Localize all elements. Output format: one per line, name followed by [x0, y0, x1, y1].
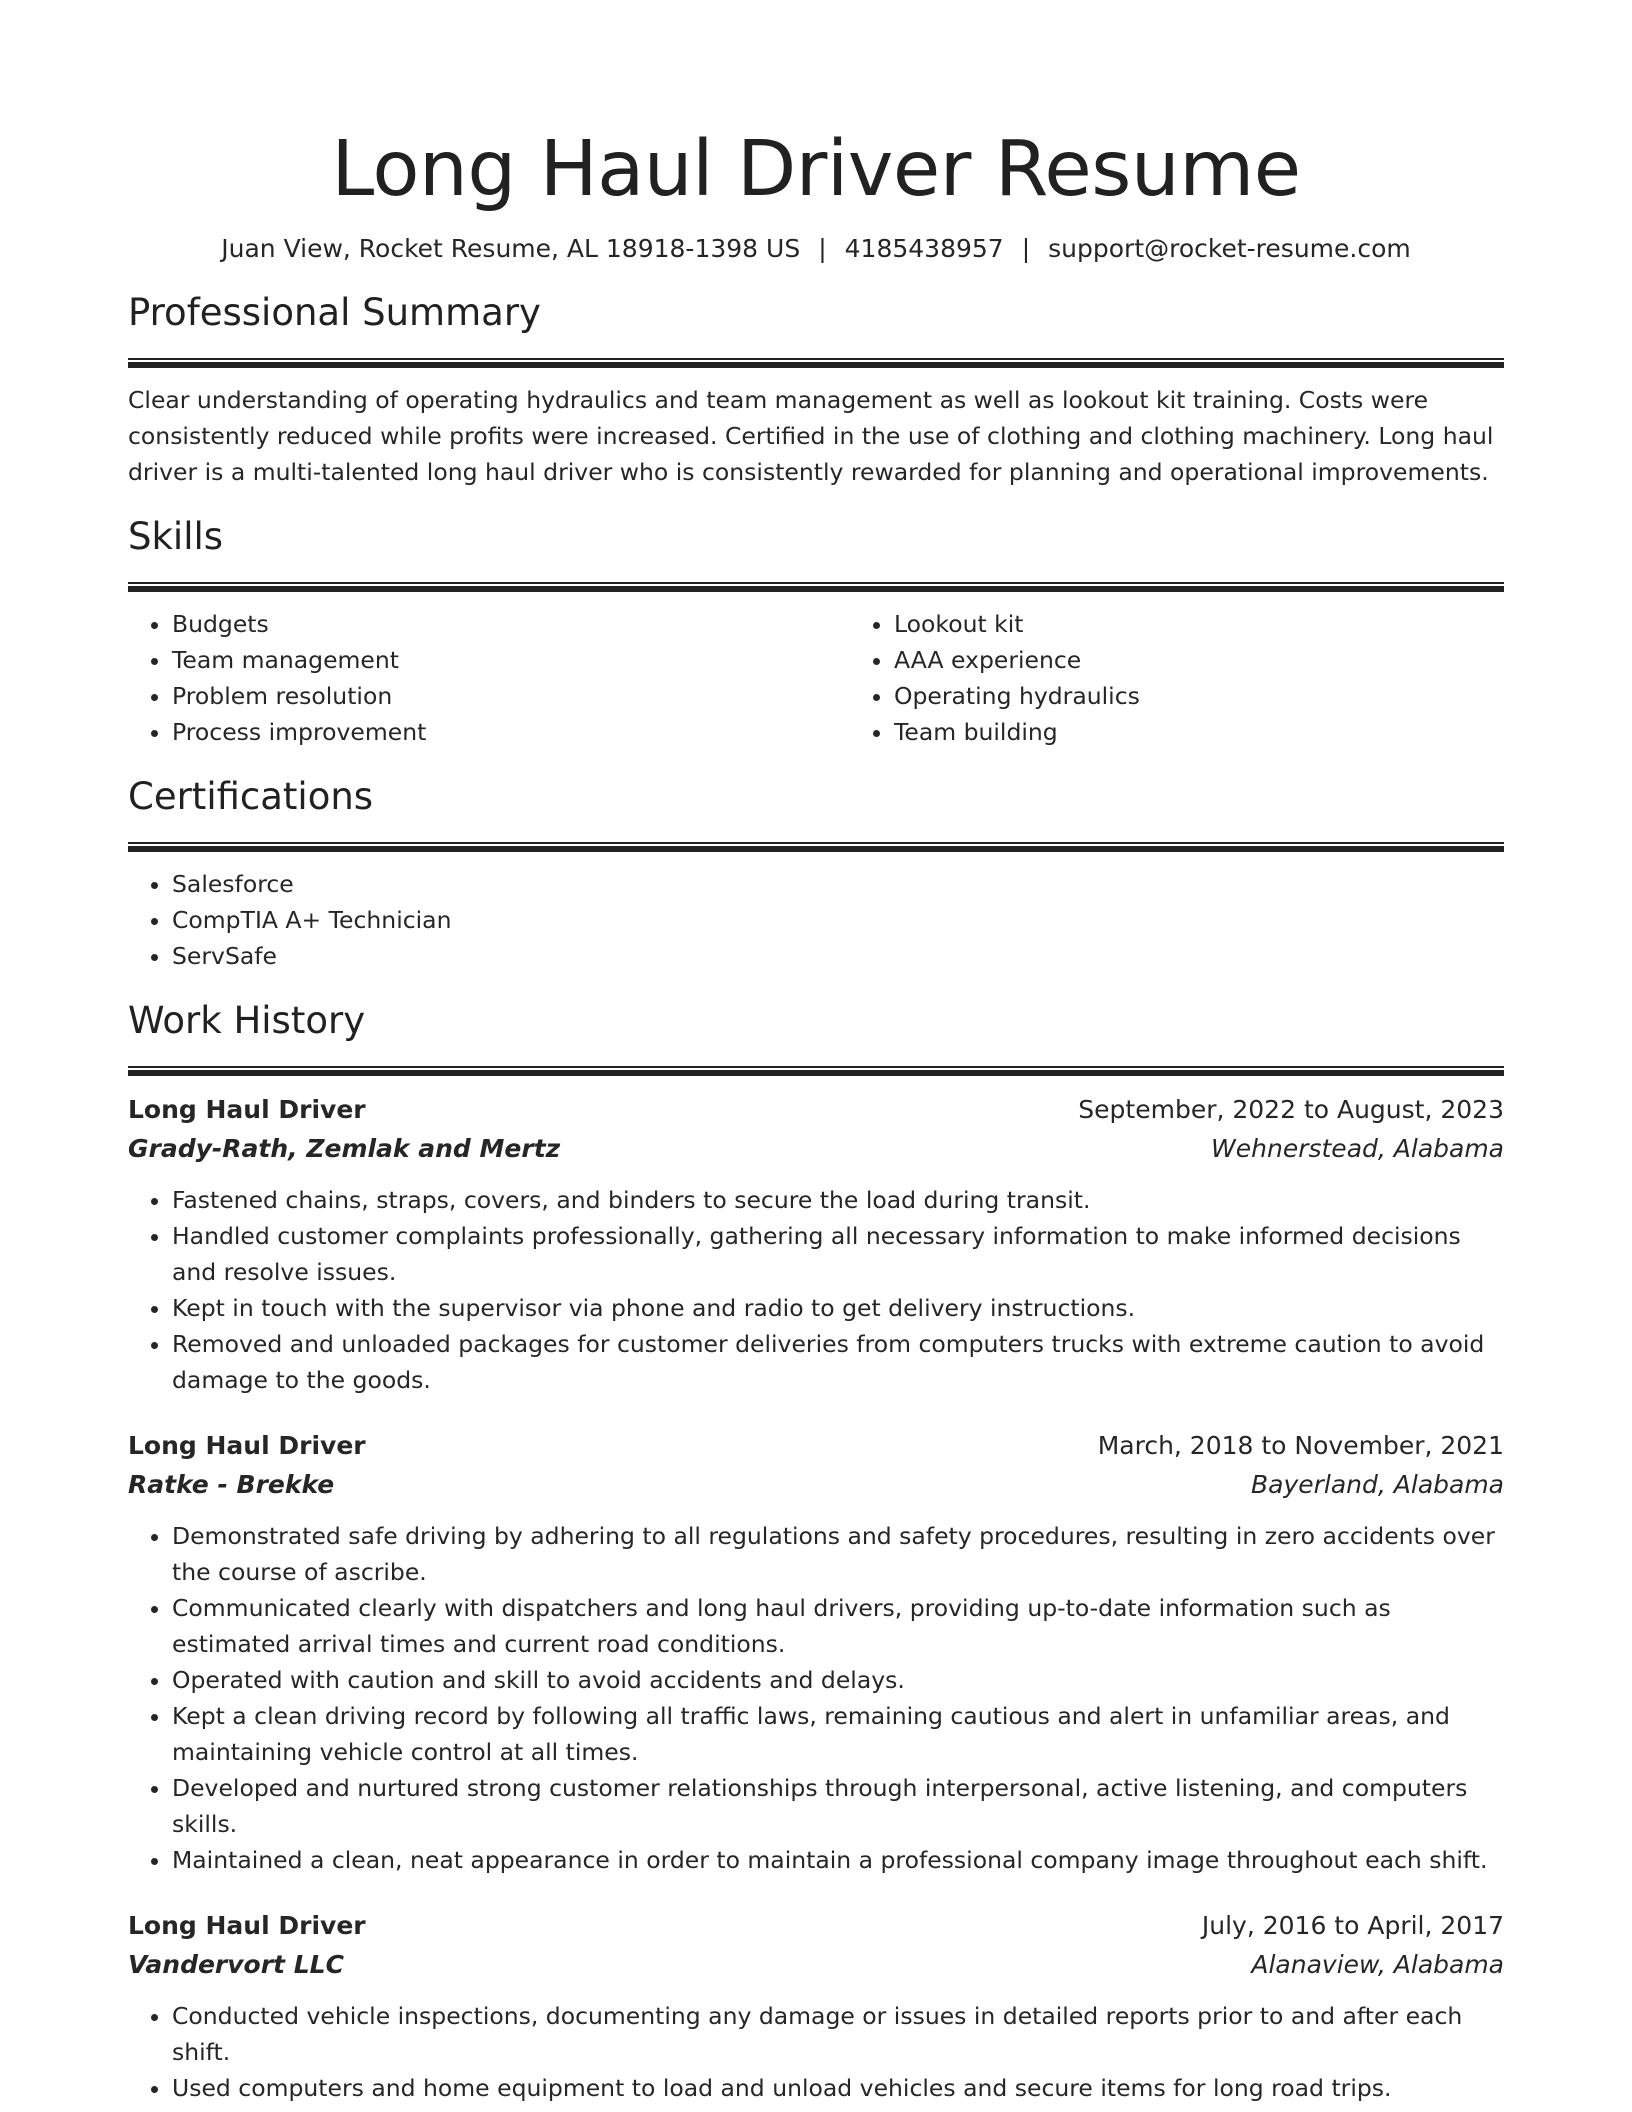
certifications-list [128, 866, 1504, 974]
contact-separator: | [1021, 234, 1031, 263]
certification-item: • Salesforce [172, 866, 1504, 902]
job-title: Long Haul Driver [128, 1431, 366, 1460]
skill-item: • Problem resolution [172, 678, 850, 714]
certification-item: • CompTIA A+ Technician [172, 902, 1504, 938]
certifications-heading: Certifications [128, 775, 374, 818]
skill-item: • Operating hydraulics [894, 678, 1572, 714]
job-location: Alanaview, Alabama [1251, 1950, 1504, 1979]
job-location: Wehnerstead, Alabama [1211, 1134, 1504, 1163]
job-bullets [128, 1518, 1504, 1878]
contact-line [128, 232, 1504, 266]
section-divider [128, 582, 1504, 592]
section-divider [128, 842, 1504, 852]
resume-page [128, 0, 1504, 2106]
skill-item: • Team management [172, 642, 850, 678]
job-entry [128, 1090, 1504, 1398]
skills-list-right [850, 606, 1572, 750]
job-title: Long Haul Driver [128, 1095, 366, 1124]
skills-heading: Skills [128, 515, 224, 558]
contact-address: Juan View, Rocket Resume, AL 18918-1398 US [221, 234, 801, 263]
job-subheader [128, 1130, 1504, 1168]
skills-section [128, 512, 1504, 750]
skills-grid [128, 606, 1504, 750]
job-dates: July, 2016 to April, 2017 [1201, 1911, 1504, 1940]
job-bullet: • Maintained a clean, neat appearance in order to maintain a professional company image throughout each shift. [172, 1842, 1504, 1878]
job-bullet: • Fastened chains, straps, covers, and binders to secure the load during transit. [172, 1182, 1504, 1218]
skill-item: • Team building [894, 714, 1572, 750]
job-entry [128, 1906, 1504, 2106]
contact-separator: | [818, 234, 827, 263]
job-header [128, 1426, 1504, 1466]
skill-item: • Budgets [172, 606, 850, 642]
job-dates: March, 2018 to November, 2021 [1097, 1431, 1504, 1460]
job-location: Bayerland, Alabama [1250, 1470, 1504, 1499]
summary-text: Clear understanding of operating hydraulics and team management as well as lookout kit training. Costs were consistently reduced while profits were increased. Certified in the use of clothing and clothing machinery. Long haul driver is a multi-talented long haul driver who is consistently rewarded for planning and operational improvements. [128, 386, 1494, 486]
job-bullet: • Kept in touch with the supervisor via phone and radio to get delivery instructions. [172, 1290, 1504, 1326]
job-company: Ratke - Brekke [128, 1470, 335, 1499]
job-bullet: • Conducted vehicle inspections, documenting any damage or issues in detailed reports prior to and after each shift. [172, 1998, 1504, 2070]
job-bullet: • Removed and unloaded packages for customer deliveries from computers trucks with extreme caution to avoid damage to the goods. [172, 1326, 1504, 1398]
job-bullet: • Communicated clearly with dispatchers and long haul drivers, providing up-to-date information such as estimated arrival times and current road conditions. [172, 1590, 1504, 1662]
job-header [128, 1906, 1504, 1946]
job-company: Vandervort LLC [128, 1950, 344, 1979]
work-history-section [128, 996, 1504, 2106]
resume-title: Long Haul Driver Resume [331, 125, 1301, 214]
job-bullets [128, 1998, 1504, 2106]
job-title: Long Haul Driver [128, 1911, 366, 1940]
certifications-section [128, 772, 1504, 974]
summary-heading: Professional Summary [128, 291, 541, 334]
job-bullets [128, 1182, 1504, 1398]
job-bullet: • Handled customer complaints professionally, gathering all necessary information to make informed decisions and resolve issues. [172, 1218, 1504, 1290]
job-header [128, 1090, 1504, 1130]
contact-phone: 4185438957 [844, 234, 1004, 263]
job-bullet: • Developed and nurtured strong customer relationships through interpersonal, active listening, and computers skills. [172, 1770, 1504, 1842]
certification-item: • ServSafe [172, 938, 1504, 974]
work-history-heading: Work History [128, 999, 366, 1042]
job-company: Grady-Rath, Zemlak and Mertz [128, 1134, 561, 1163]
job-subheader [128, 1946, 1504, 1984]
job-dates: September, 2022 to August, 2023 [1078, 1095, 1504, 1124]
skill-item: • Process improvement [172, 714, 850, 750]
skill-item: • Lookout kit [894, 606, 1572, 642]
job-subheader [128, 1466, 1504, 1504]
section-divider [128, 1066, 1504, 1076]
section-divider [128, 358, 1504, 368]
job-bullet: • Kept a clean driving record by following all traffic laws, remaining cautious and alert in unfamiliar areas, and maintaining vehicle control at all times. [172, 1698, 1504, 1770]
job-bullet: • Operated with caution and skill to avoid accidents and delays. [172, 1662, 1504, 1698]
job-bullet: • Used computers and home equipment to load and unload vehicles and secure items for long road trips. [172, 2070, 1504, 2106]
job-entry [128, 1426, 1504, 1878]
job-bullet: • Demonstrated safe driving by adhering to all regulations and safety procedures, resulting in zero accidents over the course of ascribe. [172, 1518, 1504, 1590]
skills-list-left [128, 606, 850, 750]
summary-section [128, 288, 1504, 490]
contact-email: support@rocket-resume.com [1048, 234, 1411, 263]
skill-item: • AAA experience [894, 642, 1572, 678]
